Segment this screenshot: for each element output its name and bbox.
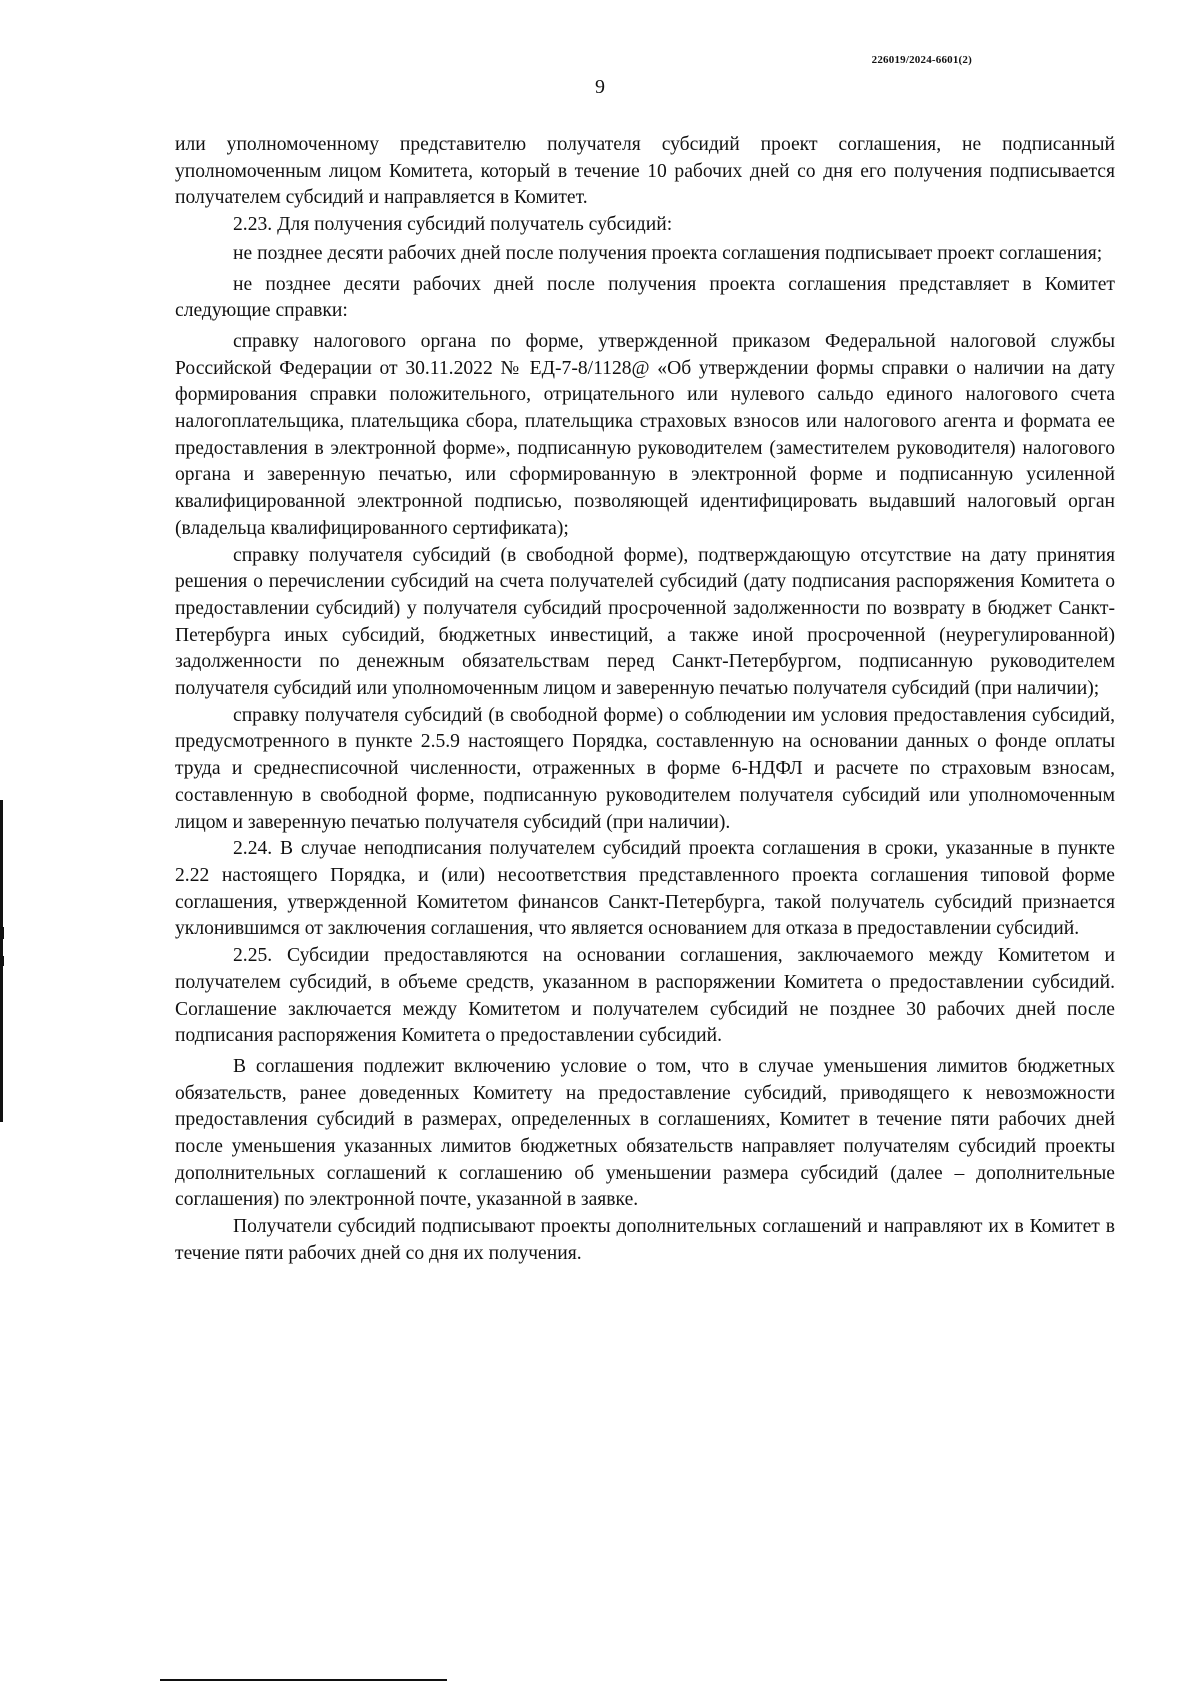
left-margin-tick [0, 956, 4, 966]
paragraph-continuation: или уполномоченному представителю получателя субсидий проект соглашения, не подписанный уполномоченным лицом Комитета, который в течение 10 рабочих дней со дня его получения подписывается получателем субсидий и направляется в Комитет. [175, 134, 1115, 209]
paragraph-clause-2-23: 2.23. Для получения субсидий получатель субсидий: [233, 214, 673, 236]
page-number: 9 [595, 76, 605, 98]
paragraph-limits-reduction: В соглашения подлежит включению условие о том, что в случае уменьшения лимитов бюджетных обязательств, ранее доведенных Комитету на предоставление субсидий, приводящего к невозможности предоставления субсидий в размерах, определенных в соглашениях, Комитет в течение пяти рабочих дней после уменьшения указанных лимитов бюджетных обязательств направляет получателям субсидий проекты дополнительных соглашений к соглашению об уменьшении размера субсидий (далее – дополнительные соглашения) по электронной почте, указанной в заявке. [175, 1055, 1115, 1211]
left-margin-tick [0, 927, 4, 939]
paragraph-sign-additional-agreements: Получатели субсидий подписывают проекты дополнительных соглашений и направляют их в Комитет в течение пяти рабочих дней со дня их получения. [175, 1216, 1115, 1264]
footer-rule [160, 1679, 447, 1681]
paragraph-tax-certificate: справку налогового органа по форме, утвержденной приказом Федеральной налоговой службы Российской Федерации от 30.11.2022 № ЕД-7-8/1128@ «Об утверждении формы справки о наличии на дату формирования справки положительного, отрицательного или нулевого сальдо единого налогового счета налогоплательщика, плательщика сбора, плательщика страховых взносов или налогового агента и формата ее предоставления в электронной форме», подписанную руководителем (заместителем руководителя) налогового органа и заверенную печатью, или сформированную в электронной форме и подписанную усиленной квалифицированной электронной подписью, позволяющей идентифицировать выдавший налоговый орган (владельца квалифицированного сертификата); [175, 330, 1115, 539]
document-number: 226019/2024-6601(2) [871, 54, 972, 66]
paragraph-clause-2-24: 2.24. В случае неподписания получателем субсидий проекта соглашения в сроки, указанные в пункте 2.22 настоящего Порядка, и (или) несоответствия представленного проекта соглашения типовой форме соглашения, утвержденной Комитетом финансов Санкт-Петербурга, такой получатель субсидий признается уклонившимся от заключения соглашения, что является основанием для отказа в предоставлении субсидий. [175, 838, 1115, 940]
paragraph-condition-certificate: справку получателя субсидий (в свободной форме) о соблюдении им условия предоставления субсидий, предусмотренного в пункте 2.5.9 настоящего Порядка, составленную на основании данных о фонде оплаты труда и среднесписочной численности, отраженных в форме 6-НДФЛ и расчете по страховым взносам, составленную в свободной форме, подписанную руководителем получателя субсидий или уполномоченным лицом и заверенную печатью получателя субсидий (при наличии). [175, 704, 1115, 833]
paragraph-clause-2-25: 2.25. Субсидии предоставляются на основании соглашения, заключаемого между Комитетом и получателем субсидий, в объеме средств, указанном в распоряжении Комитета о предоставлении субсидий. Соглашение заключается между Комитетом и получателем субсидий не позднее 30 рабочих дней после подписания распоряжения Комитета о предоставлении субсидий. [175, 945, 1115, 1047]
paragraph-submit-certificates: не позднее десяти рабочих дней после получения проекта соглашения представляет в Комитет следующие справки: [175, 273, 1115, 322]
paragraph-debt-certificate: справку получателя субсидий (в свободной форме), подтверждающую отсутствие на дату принятия решения о перечислении субсидий на счета получателей субсидий (дату подписания распоряжения Комитета о предоставлении субсидий) у получателя субсидий просроченной задолженности по возврату в бюджет Санкт-Петербурга иных субсидий, бюджетных инвестиций, а также иной просроченной (неурегулированной) задолженности по денежным обязательствам перед Санкт-Петербургом, подписанную руководителем получателя субсидий или уполномоченным лицом и заверенную печатью получателя субсидий (при наличии); [175, 544, 1115, 700]
paragraph-sign-draft: не позднее десяти рабочих дней после получения проекта соглашения подписывает проект соглашения; [233, 242, 1103, 264]
document-body [175, 132, 1115, 1268]
